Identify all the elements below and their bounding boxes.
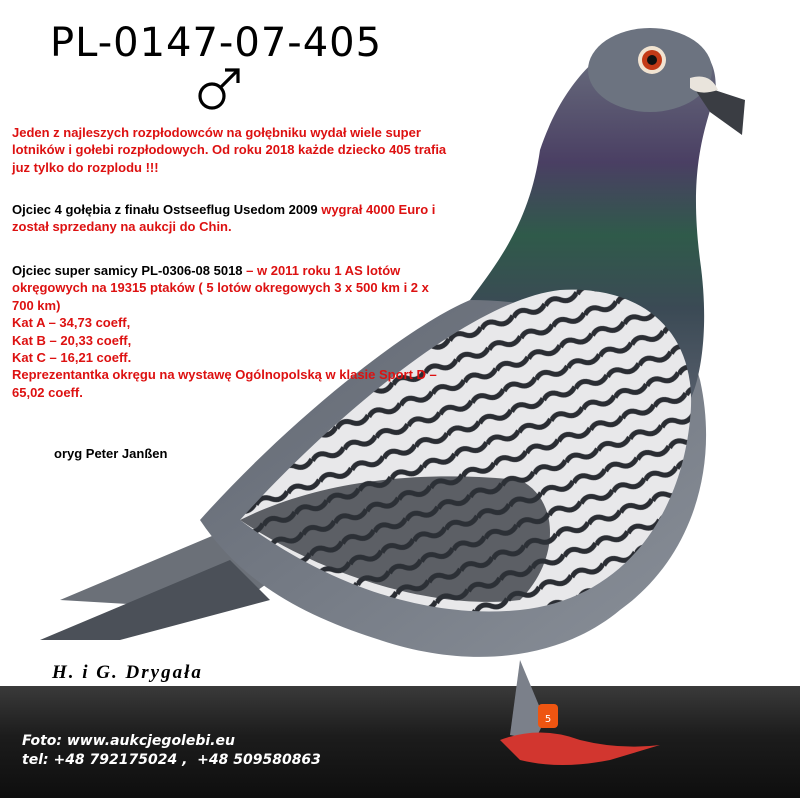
description-paragraph-1: Jeden z najleszych rozpłodowców na gołębniku wydał wiele super lotników i gołebi rozpłodowych. Od roku 2018 każde dziecko 405 trafia juz tylko do rozplodu !!! [12,125,447,175]
description-paragraph-2 [12,201,452,236]
description-paragraph-3 [12,262,452,401]
male-symbol-icon [195,64,243,114]
phone-numbers: tel: +48 792175024 , +48 509580863 [22,752,321,768]
coeff-line-a: Kat A – 34,73 coeff, [12,315,131,331]
paragraph-2-highlight: wygrał 4000 Euro i został sprzedany na aukcji do Chin. [12,202,436,235]
paragraph-3-lead: Ojciec super samicy PL-0306-08 5018 [12,263,243,278]
paragraph-3-highlight: – w 2011 roku 1 AS lotów okręgowych na 19315 ptaków ( 5 lotów okregowych 3 x 500 km i 2 x 700 km) [12,263,429,313]
origin-text: oryg Peter Janßen [54,446,168,461]
breeder-name: H. i G. Drygała [52,662,203,683]
leg-ring-number: 5 [544,714,552,725]
ring-number: PL-0147-07-405 [50,20,383,66]
coeff-line-c: Kat C – 16,21 coeff. [12,350,132,366]
coeff-line-b: Kat B – 20,33 coeff, [12,332,132,348]
photo-credit: Foto: www.aukcjegolebi.eu [22,733,235,749]
exhibition-line: Reprezentantka okręgu na wystawę Ogólnopolską w klasie Sport D – 65,02 coeff. [12,367,437,400]
paragraph-2-lead: Ojciec 4 gołębia z finału Ostseeflug Usedom 2009 [12,202,322,217]
